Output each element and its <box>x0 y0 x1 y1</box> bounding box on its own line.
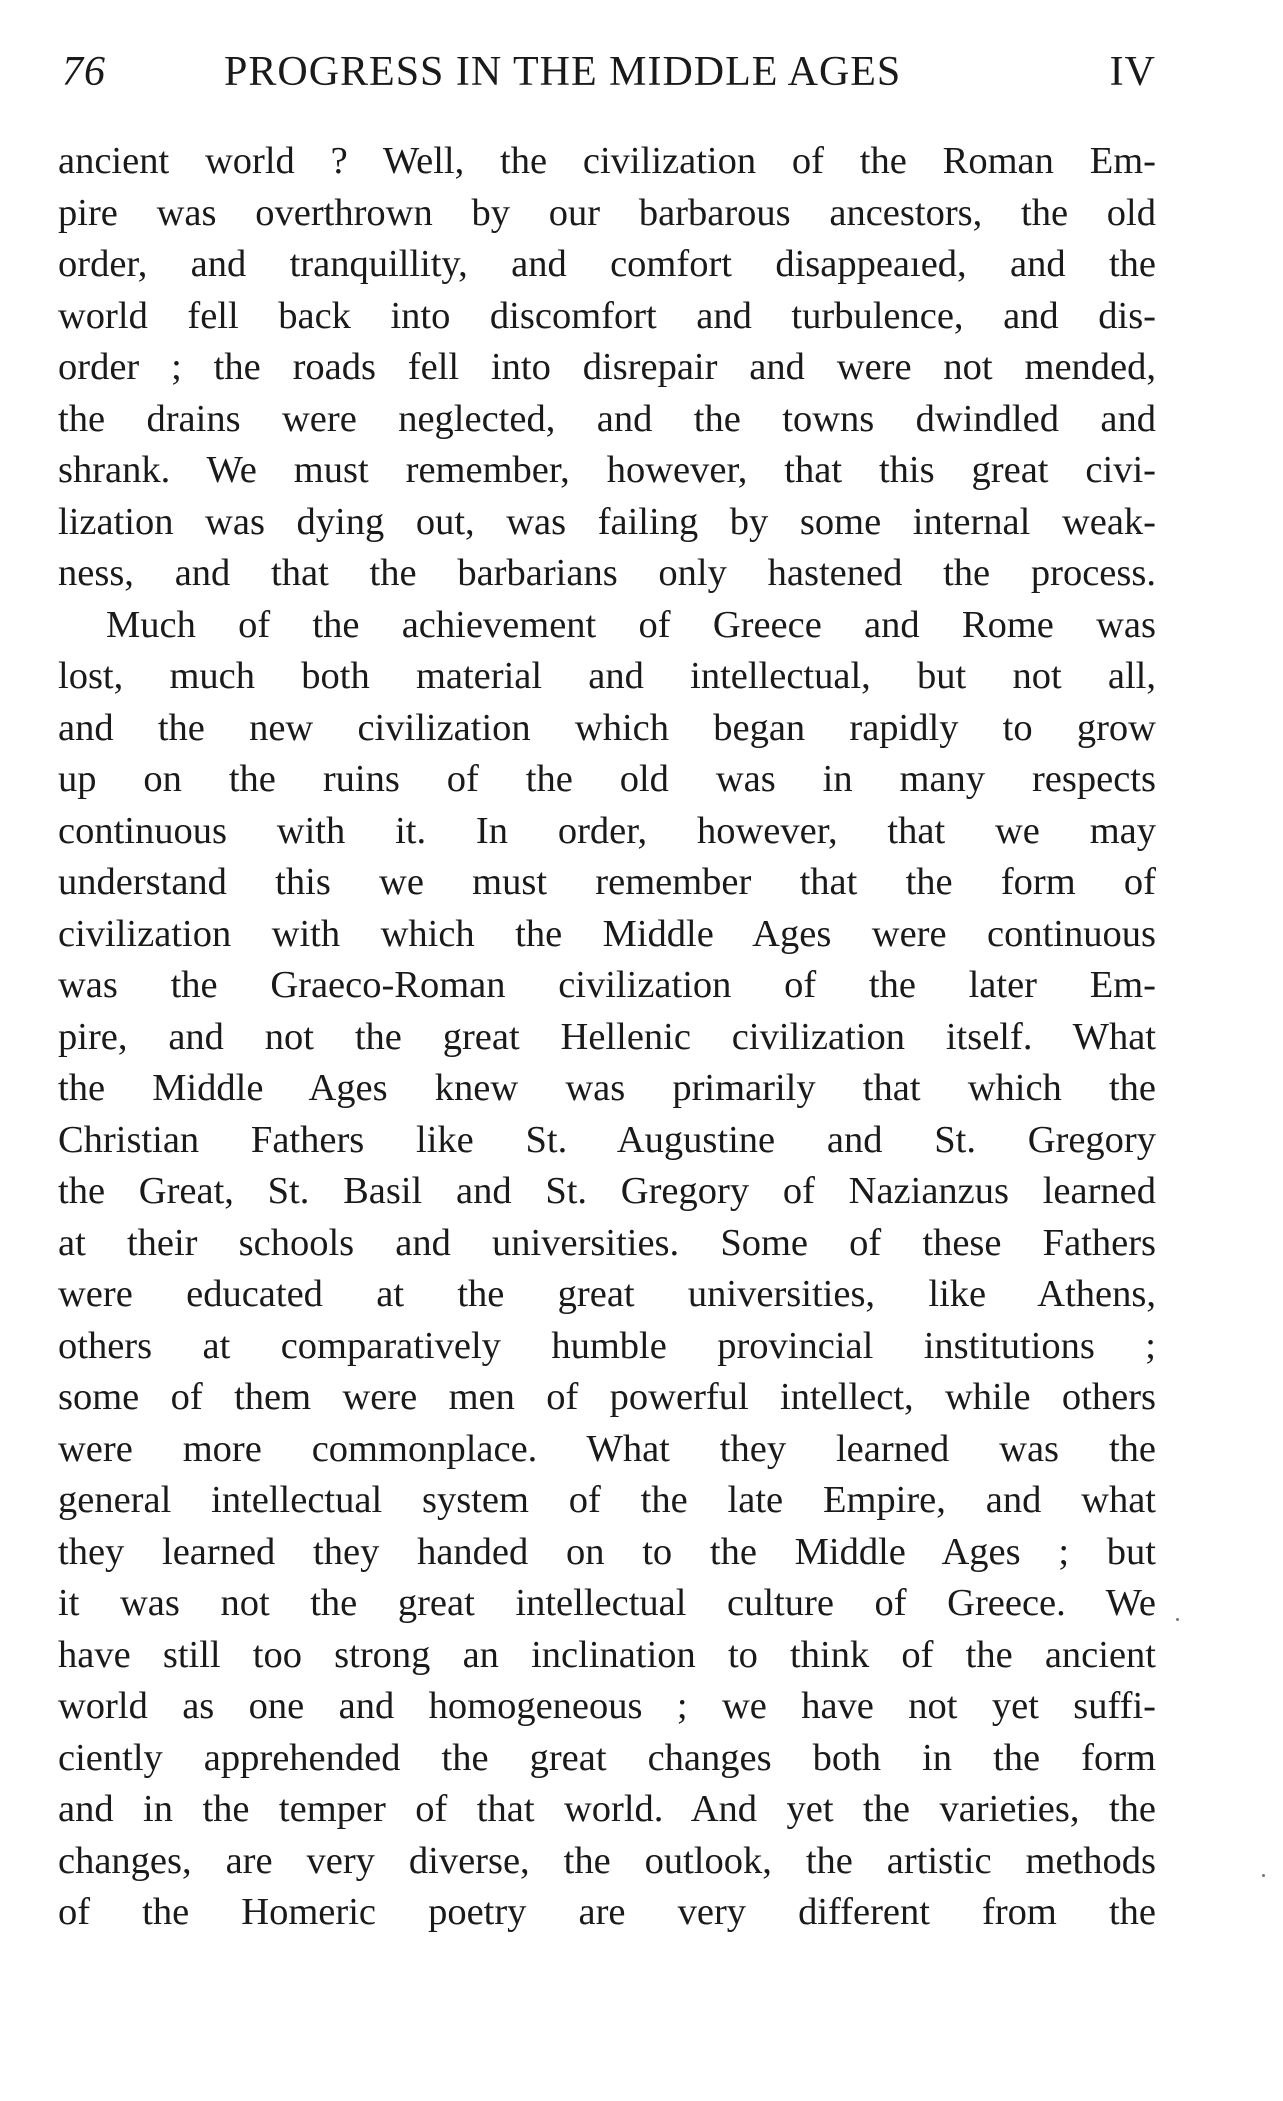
text-line: lization was dying out, was failing by some internal weak- <box>58 500 1156 543</box>
text-line: order, and tranquillity, and comfort disappeaıed, and the <box>58 243 1156 285</box>
text-line: were educated at the great universities, like Athens, <box>58 1273 1156 1315</box>
text-line: were more commonplace. What they learned was the <box>58 1427 1156 1470</box>
text-line: the drains were neglected, and the towns dwindled and <box>58 397 1156 440</box>
text-line: at their schools and universities. Some of these Fathers <box>58 1221 1156 1264</box>
text-line: the Great, St. Basil and St. Gregory of Nazianzus learned <box>58 1170 1156 1212</box>
text-line: understand this we must remember that the form of <box>58 861 1156 903</box>
text-line: was the Graeco-Roman civilization of the later Em- <box>58 964 1156 1006</box>
text-line: general intellectual system of the late Empire, and what <box>58 1479 1156 1521</box>
text-line: shrank. We must remember, however, that this great civi- <box>58 449 1156 491</box>
running-head <box>62 48 1156 108</box>
text-line: others at comparatively humble provincial institutions ; <box>58 1324 1156 1367</box>
text-line: some of them were men of powerful intellect, while others <box>58 1376 1156 1418</box>
text-line: ness, and that the barbarians only hastened the process. <box>58 552 1156 594</box>
text-line: world as one and homogeneous ; we have not yet suffi- <box>58 1685 1156 1727</box>
text-line: and the new civilization which began rapidly to grow <box>58 706 1156 749</box>
text-line: civilization with which the Middle Ages were continuous <box>58 912 1156 955</box>
text-line: continuous with it. In order, however, that we may <box>58 809 1156 852</box>
text-line: pire was overthrown by our barbarous ancestors, the old <box>58 191 1156 234</box>
text-line: and in the temper of that world. And yet the varieties, the <box>58 1788 1156 1830</box>
paragraph-start-line: Much of the achievement of Greece and Rome was <box>106 603 1156 646</box>
text-line: it was not the great intellectual culture of Greece. We <box>58 1582 1156 1624</box>
text-line: the Middle Ages knew was primarily that which the <box>58 1067 1156 1109</box>
print-speck <box>1262 1874 1265 1877</box>
text-line: have still too strong an inclination to think of the ancient <box>58 1633 1156 1676</box>
text-line: ciently apprehended the great changes both in the form <box>58 1736 1156 1779</box>
text-line: ancient world ? Well, the civilization of the Roman Em- <box>58 140 1156 182</box>
text-line: up on the ruins of the old was in many respects <box>58 758 1156 800</box>
text-line: lost, much both material and intellectual, but not all, <box>58 655 1156 697</box>
text-line: pire, and not the great Hellenic civilization itself. What <box>58 1015 1156 1058</box>
text-line: Christian Fathers like St. Augustine and St. Gregory <box>58 1118 1156 1161</box>
page-number: 76 <box>62 49 106 95</box>
running-title: PROGRESS IN THE MIDDLE AGES <box>224 49 902 95</box>
chapter-number: IV <box>1109 49 1156 95</box>
text-line: they learned they handed on to the Middle Ages ; but <box>58 1530 1156 1573</box>
print-speck <box>1176 1618 1179 1621</box>
body-text <box>58 136 1156 1939</box>
text-line: world fell back into discomfort and turbulence, and dis- <box>58 294 1156 337</box>
text-line: order ; the roads fell into disrepair and were not mended, <box>58 346 1156 388</box>
text-line: changes, are very diverse, the outlook, the artistic methods <box>58 1839 1156 1882</box>
text-line: of the Homeric poetry are very different from the <box>58 1891 1156 1933</box>
